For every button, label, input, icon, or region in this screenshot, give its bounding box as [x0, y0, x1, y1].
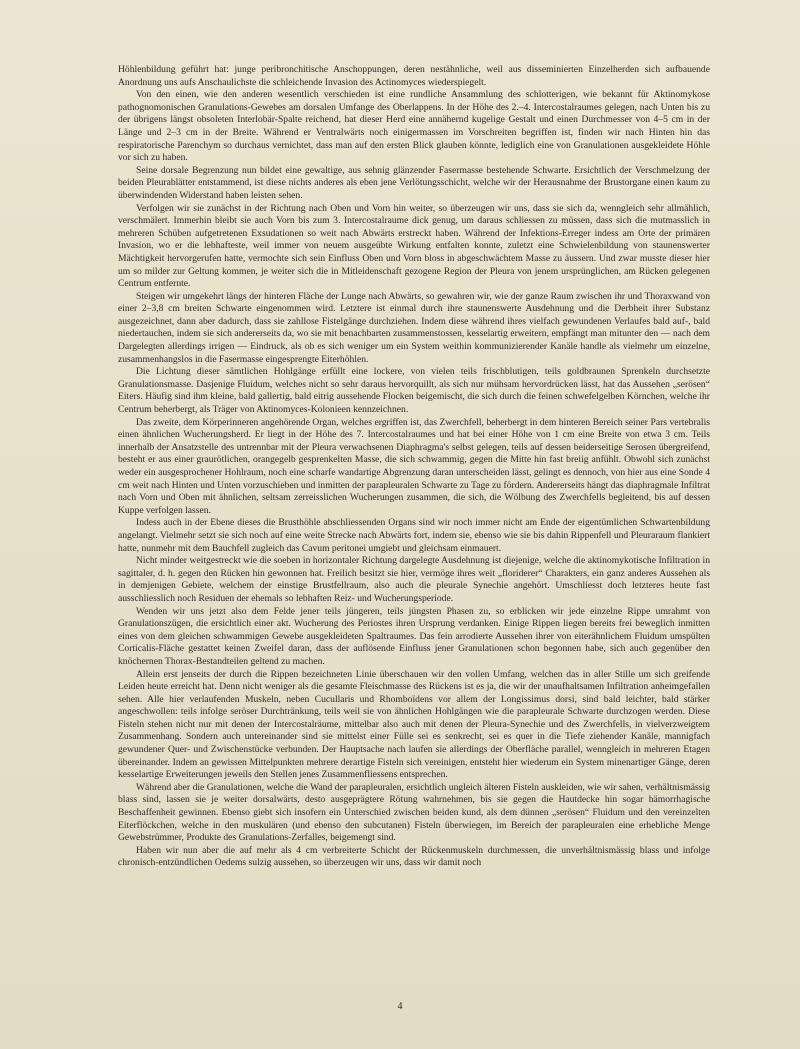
paragraph: Steigen wir umgekehrt längs der hinteren Fläche der Lunge nach Abwärts, so gewahren wir, wie der ganze Raum zwischen ihr und Thoraxwand von einer 2–3,8 cm breiten Schwarte eingenommen wird. Letztere ist einmal durch ihre staunenswerte Ausdehnung und die Derbheit ihrer Substanz ausgezeichnet, dann aber dadurch, dass sie zahllose Fistelgänge durchziehen. Indem diese während ihres vielfach gewundenen Verlaufes bald auf-, bald niedertauchen, indem sie sich andererseits da, wo sie mit benachbarten zusammenstossen, kesselartig erweitern, empfängt man mitunter den — nach dem Dargelegten allerdings irrigen — Eindruck, als ob es sich weniger um ein System weithin kommunizierender Kanäle handle als vielmehr um einzelne, zusammenhangslos in die Fasermasse eingesprengte Eiterhöhlen. [118, 290, 710, 365]
paragraph: Höhlenbildung geführt hat: junge peribronchitische Anschoppungen, deren nestähnliche, weil aus disseminierten Einzelherden sich aufbauende Anordnung uns aufs Anschaulichste die schleichende Invasion des Actinomyces wiederspiegelt. [118, 64, 710, 88]
paragraph: Allein erst jenseits der durch die Rippen bezeichneten Linie überschauen wir den vollen Umfang, welchen das in aller Stille um sich greifende Leiden heute erreicht hat. Denn nicht weniger als die gesamte Fleischmasse des Rückens ist es ja, die wir der unaufhaltsamen Infiltration anheimgefallen sehen. Alle hier verlaufenden Muskeln, neben Cucullaris und Rhomboïdens vor allem der Longissimus dorsi, sind bald leichter, bald stärker angeschwollen: teils infolge seröser Durchtränkung, teils weil sie von ähnlichen Hohlgängen wie die parapleurale Schwarte durchzogen werden. Diese Fisteln stehen nicht nur mit denen der Intercostalräume, mittelbar also auch mit denen der Pleura-Synechie und des Zwerchfells, in vielverzweigtem Zusammenhang. Sondern auch untereinander sind sie mittelst einer Fülle sei es senkrecht, sei es quer in die Tiefe ziehender Kanäle, mannigfach gewundener Quer- und Zwischenstücke verbunden. Der Hauptsache nach laufen sie allerdings der Oberfläche parallel, wenngleich in mehreren Etagen übereinander. Indem an gewissen Mittelpunkten mehrere derartige Fisteln sich vereinigen, entsteht hier wiederum ein System minenartiger Gänge, deren kesselartige Erweiterungen jeweils den Stellen jenes Zusammenfliessens entsprechen. [118, 668, 710, 781]
paragraph: Haben wir nun aber die auf mehr als 4 cm verbreiterte Schicht der Rückenmuskeln durchmessen, die unverhältnismässig blass und infolge chronisch-entzündlichen Oedems sulzig aussehen, so überzeugen wir uns, dass wir damit noch [118, 844, 710, 869]
paragraph: Während aber die Granulationen, welche die Wand der parapleuralen, ersichtlich ungleich älteren Fisteln auskleiden, wie wir sahen, verhältnismässig blass sind, lassen sie je weiter dorsalwärts, desto ausgeprägtere Rötung wahrnehmen, bis sie gegen die Hautdecke hin sogar hämorrhagische Beschaffenheit gewinnen. Ebenso giebt sich insofern ein Unterschied zwischen beiden kund, als dem dünnen „serösen“ Fluidum und den vereinzelten Eiterflöckchen, welche in den muskulären (und ebenso den subcutanen) Fisteln überwiegen, im Bereich der parapleuralen eine erhebliche Menge Gewebstrümmer, Produkte des Granulations-Zerfalles, beigemengt sind. [118, 781, 710, 844]
paragraph: Von den einen, wie den anderen wesentlich verschieden ist eine rundliche Ansammlung des schlotterigen, wie bekannt für Aktinomykose pathognomonischen Granulations-Gewebes am dorsalen Umfange des Oberlappens. In der Höhe des 2.–4. Intercostalraumes gelegen, nach Unten bis zu der übrigens längst obsoleten Interlobär-Spalte reichend, hat dieser Herd eine annähernd kugelige Gestalt und einen Durchmesser von 4–5 cm in der Länge und 2–3 cm in der Breite. Während er Ventralwärts noch einigermassen im Vorschreiten begriffen ist, finden wir nach Hinten hin das respiratorische Parenchym so durchaus vernichtet, dass man auf den ersten Blick glauben könnte, lediglich eine von Granulationen ausgekleidete Höhle vor sich zu haben. [118, 89, 710, 164]
paragraph: Die Lichtung dieser sämtlichen Hohlgänge erfüllt eine lockere, von vielen teils frischblutigen, teils goldbraunen Sprenkeln durchsetzte Granulationsmasse. Dasjenige Fluidum, welches nicht so sehr daraus hervorquillt, als sich nur mühsam hervordrücken lässt, hat das Aussehen „serösen“ Eiters. Häufig sind ihm kleine, bald gallertig, bald eitrig aussehende Flocken beigemischt, die sich durch die feinen schwefelgelben Körnchen, welche ihr Centrum beherbergt, als Träger von Aktinomyces-Kolonieen kennzeichnen. [118, 366, 710, 416]
paragraph: Seine dorsale Begrenzung nun bildet eine gewaltige, aus sehnig glänzender Fasermasse bestehende Schwarte. Ersichtlich der Verschmelzung der beiden Pleurablätter entstammend, ist diese nichts anderes als eben jene Verlötungsschicht, welche wir der Herausnahme der Brustorgane einen kaum zu überwindenden Widerstand haben leisten sehen. [118, 164, 710, 201]
paragraph: Indess auch in der Ebene dieses die Brusthöhle abschliessenden Organs sind wir noch immer nicht am Ende der eigentümlichen Schwartenbildung angelangt. Vielmehr setzt sie sich noch auf eine weite Strecke nach Abwärts fort, indem sie, ebenso wie sie bis dahin Rippenfell und Pleuraraum flankiert hatte, nunmehr mit dem Bauchfell zugleich das Cavum peritonei umgiebt und gleichsam einmauert. [118, 517, 710, 554]
paragraph: Verfolgen wir sie zunächst in der Richtung nach Oben und Vorn hin weiter, so überzeugen wir uns, dass sie sich da, wenngleich sehr allmählich, verschmälert. Immerhin bleibt sie auch Vorn bis zum 3. Intercostalraume dick genug, um daraus schliessen zu müssen, dass sich die mutmasslich in mehreren Schüben aufgetretenen Exsudationen so weit nach Abwärts erstreckt haben. Während der Infektions-Erreger indess am Orte der primären Invasion, wo er die lebhafteste, weil immer von neuem ausgeübte Wirkung entfalten konnte, zuletzt eine Schwielenbildung von staunenswerter Mächtigkeit hervorgerufen hatte, vermochte sich sein Einfluss Oben und Vorn bloss in abgeschwächtem Masse zu äussern. Und zwar musste dieser hier um so milder zur Geltung kommen, je weiter sich die in Mitleidenschaft gezogene Region der Pleura von jenem ursprünglichen, am Rücken gelegenen Centrum entfernte. [118, 202, 710, 290]
paragraph: Nicht minder weitgestreckt wie die soeben in horizontaler Richtung dargelegte Ausdehnung ist diejenige, welche die aktinomykotische Infiltration in sagittaler, d. h. gegen den Rücken hin gewonnen hat. Freilich besitzt sie hier, vermöge ihres weit „floriderer“ Charakters, ein ganz anderes Aussehen als in demjenigen Gebiete, welchem der einstige Brustfellraum, also auch die pleurale Synechie angehört. Umschliesst doch letzteres heute fast ausschliesslich noch Residuen der ehemals so lebhaften Reiz- und Wucherungsperiode. [118, 555, 710, 604]
page-number: 4 [397, 1001, 403, 1012]
paragraph: Wenden wir uns jetzt also dem Felde jener teils jüngeren, teils jüngsten Phasen zu, so erblicken wir jede einzelne Rippe umrahmt von Granulationszügen, die ersichtlich einer akt. Wucherung des Periostes ihren Ursprung verdanken. Einige Rippen liegen bereits frei beweglich inmitten eines von dem gleichen schwammigen Gewebe ausgekleideten Spaltraumes. Das fein arrodierte Aussehen ihrer von eiterähnlichem Fluidum umspülten Corticalis-Fläche gestattet keinen Zweifel daran, dass der auflösende Einfluss jener Granulationen schon begonnen habe, sich auch gegenüber den knöchernen Thorax-Bestandteilen geltend zu machen. [118, 605, 710, 667]
paragraph: Das zweite, dem Körperinneren angehörende Organ, welches ergriffen ist, das Zwerchfell, beherbergt in dem hinteren Bereich seiner Pars vertebralis einen ähnlichen Wucherungsherd. Er liegt in der Höhe des 7. Intercostalraumes und hat bei einer Höhe von 1 cm eine Breite von etwa 3 cm. Teils innerhalb der Ansatzstelle des untrennbar mit der Pleura verwachsenen Diaphragma's selbst gelegen, teils auf dessen beiderseitige Serosen übergreifend, besteht er aus einer graurötlichen, orangegelb gesprenkelten Masse, die sich schwammig, gegen die Mitte hin fast breiig anfühlt. Obwohl sich zunächst weder ein ausgesprochener Hohlraum, noch eine scharfe wandartige Abgrenzung daran unterscheiden lässt, gelingt es dennoch, von hier aus eine Sonde 4 cm weit nach Hinten und Unten vorzuschieben und inmitten der parapleuralen Schwarte zu Tage zu fördern. Andererseits hängt das diaphragmale Infiltrat nach Vorn und Oben mit ähnlichen, seltsam zerreisslichen Wucherungen zusammen, die sich, die Wölbung des Zwerchfells begleitend, bis auf dessen Kuppe verfolgen lassen. [118, 416, 710, 516]
body-text [118, 64, 710, 870]
